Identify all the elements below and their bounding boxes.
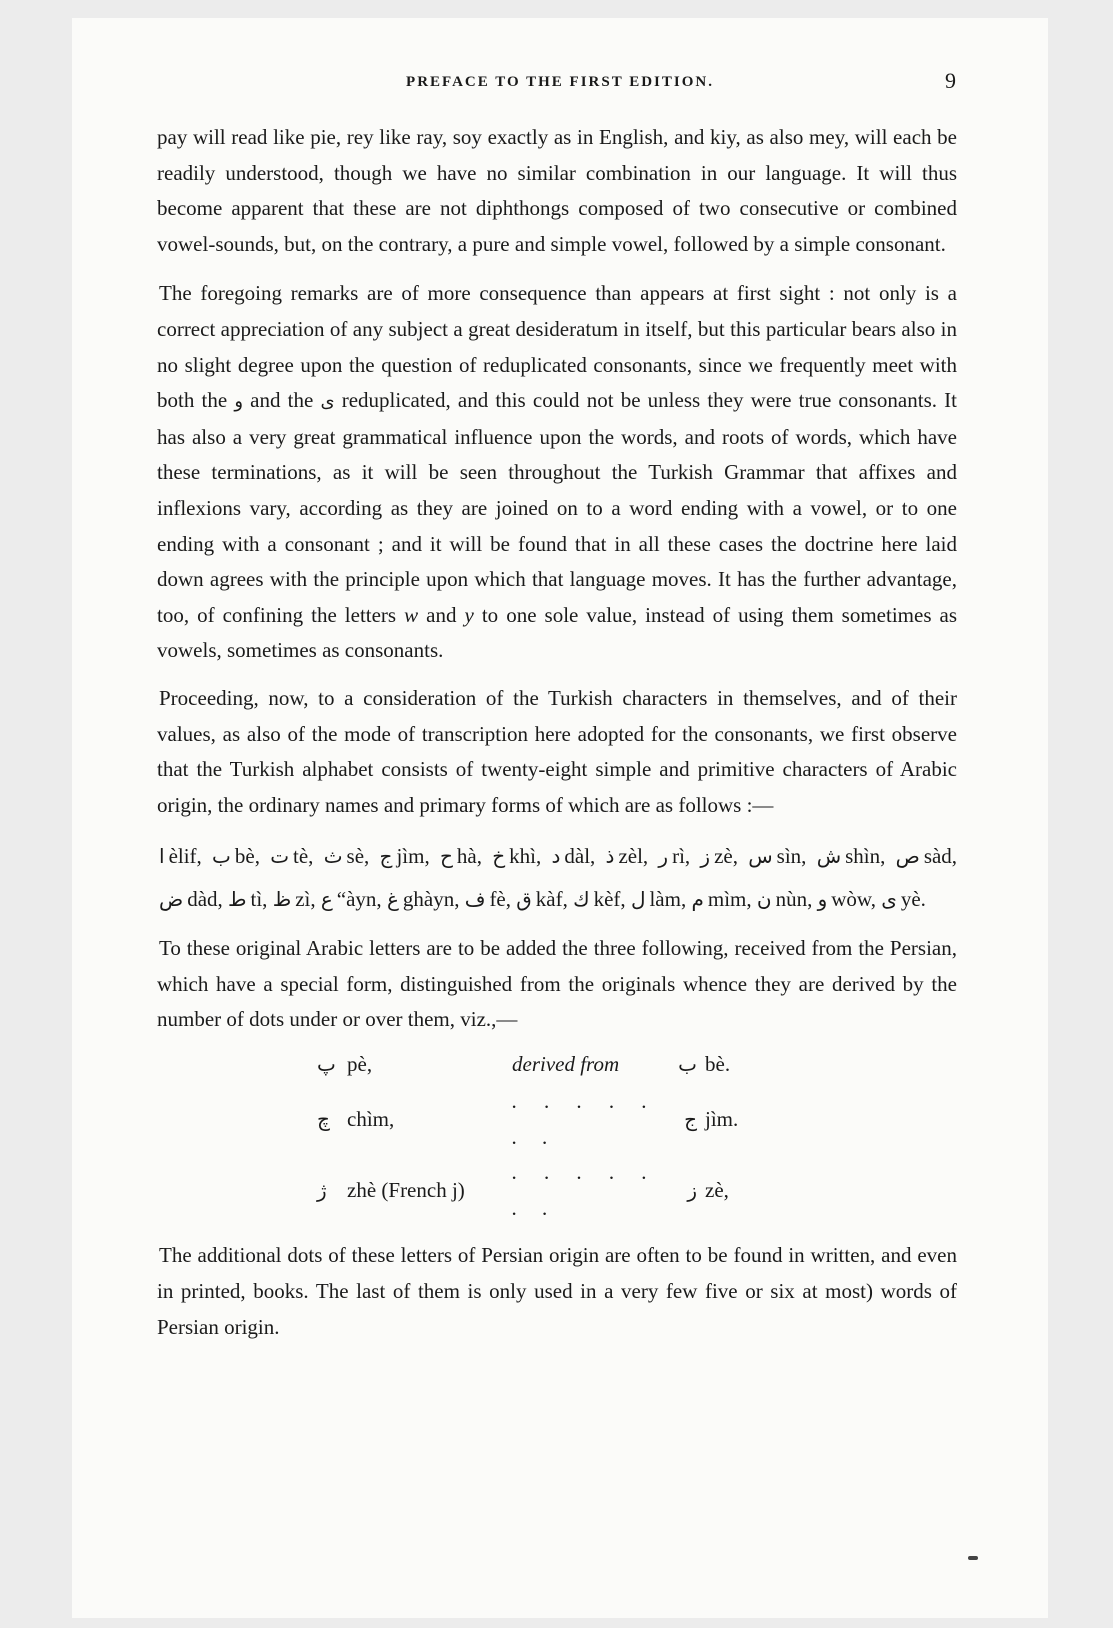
arabic-letter: ج <box>379 844 393 869</box>
page-header <box>72 68 1048 98</box>
arabic-letter: ت <box>270 844 290 869</box>
page-number: 9 <box>945 68 956 93</box>
body-text <box>157 120 957 1345</box>
letter-name: “àyn, <box>336 887 382 912</box>
persian-letter-row <box>317 1155 738 1226</box>
persian-letter: ژ <box>317 1178 327 1203</box>
arabic-letter: ز <box>700 844 711 869</box>
arabic-ye: ی <box>320 391 335 413</box>
source-letter: ب <box>678 1052 697 1077</box>
letter-name: dàl, <box>564 844 596 869</box>
arabic-letter: ن <box>756 887 772 912</box>
letter-name: sàd, <box>923 844 958 869</box>
arabic-letter: ف <box>464 887 486 912</box>
letter-name: hà, <box>456 844 482 869</box>
persian-letters-table <box>317 1046 738 1226</box>
paragraph-2-part-a: The foregoing remarks are of more consequence than appears at first sight : not only is a correct appreciation of any subject a great desideratum in itself, but this particular bears also in no slight degree upon the question of reduplicated consonants, since we frequently meet with both the <box>157 281 957 413</box>
letter-name: zèl, <box>618 844 649 869</box>
arabic-letter: ض <box>159 887 184 912</box>
letter-name: jìm, <box>396 844 430 869</box>
arabic-letter: ث <box>323 844 343 869</box>
letter-name: zì, <box>295 887 316 912</box>
letter-name: shìn, <box>845 844 886 869</box>
source-letter-name: zè, <box>705 1178 729 1203</box>
letter-name: kèf, <box>593 887 626 912</box>
source-letter: ج <box>684 1106 697 1131</box>
persian-letter-name: chìm, <box>347 1106 395 1131</box>
derivation-note: . . . . . . . <box>512 1089 657 1149</box>
paragraph-2-part-d: and <box>418 602 465 627</box>
persian-letter-row <box>317 1084 738 1155</box>
source-letter-name: jìm. <box>705 1106 739 1131</box>
letter-name: sìn, <box>776 844 807 869</box>
letter-name: rì, <box>672 844 691 869</box>
paragraph-4: To these original Arabic letters are to be added the three following, received from the Persian, which have a special form, distinguished from the originals whence they are derived by the number of dots under or over them, viz.,— <box>157 936 957 1032</box>
arabic-letter: خ <box>492 844 506 869</box>
persian-letter: چ <box>317 1106 330 1131</box>
letter-name: làm, <box>649 887 687 912</box>
arabic-letter: ر <box>658 844 669 869</box>
running-head: PREFACE TO THE FIRST EDITION. <box>406 74 714 90</box>
letter-name: wòw, <box>831 887 876 912</box>
arabic-letter: د <box>551 844 561 869</box>
letter-name: fè, <box>489 887 512 912</box>
letter-name: mìm, <box>707 887 752 912</box>
persian-letter: پ <box>317 1052 336 1077</box>
arabic-waw: و <box>234 391 244 413</box>
arabic-letter: ا <box>159 844 165 869</box>
letter-y: y <box>464 602 474 627</box>
arabic-alphabet-list <box>157 835 957 921</box>
arabic-letter: ظ <box>272 887 292 912</box>
letter-name: sè, <box>346 844 370 869</box>
arabic-letter: ش <box>816 844 842 869</box>
arabic-letter: ح <box>439 844 453 869</box>
letter-name: kàf, <box>535 887 568 912</box>
letter-name: nùn, <box>775 887 813 912</box>
arabic-letter: ك <box>573 887 590 912</box>
paragraph-2 <box>157 276 957 669</box>
paragraph-5: The additional dots of these letters of Persian origin are often to be found in written, and even in printed, books. The last of them is only used in a very few five or six at most) words of Persian origin. <box>157 1243 957 1339</box>
arabic-letter: ب <box>212 844 231 869</box>
source-letter-name: bè. <box>705 1052 731 1077</box>
arabic-letter: ط <box>228 887 247 912</box>
letter-name: bè, <box>234 844 260 869</box>
letter-name: khì, <box>509 844 542 869</box>
persian-letter-row <box>317 1046 738 1084</box>
paragraph-2-part-b: and the <box>243 388 321 413</box>
paragraph-2-part-e: to one sole value, instead of using them sometimes as vowels, sometimes as consonants. <box>157 602 958 663</box>
ink-smudge <box>968 1556 978 1560</box>
letter-name: dàd, <box>187 887 223 912</box>
source-letter: ز <box>687 1178 697 1203</box>
letter-name: ghàyn, <box>402 887 460 912</box>
arabic-letter: ی <box>881 887 897 912</box>
book-page <box>72 18 1048 1618</box>
persian-letter-name: zhè (French j) <box>347 1178 465 1203</box>
arabic-letter: ق <box>516 887 532 912</box>
letter-name: yè. <box>900 887 926 912</box>
arabic-letter: ص <box>895 844 920 869</box>
paragraph-2-part-c: reduplicated, and this could not be unless they were true consonants. It has also a very great grammatical influence upon the words, and roots of words, which have these terminations, as it will be seen throughout the Turkish Grammar that affixes and inflexions vary, according as they are joined on to a word ending with a vowel, or to one ending with a consonant ; and it will be found that in all these cases the doctrine here laid down agrees with the principle upon which that language moves. It has the further advantage, too, of confining the letters <box>157 388 957 627</box>
paragraph-3: Proceeding, now, to a consideration of the Turkish characters in themselves, and of their values, as also of the mode of transcription here adopted for the consonants, we first observe that the Turkish alphabet consists of twenty-eight simple and primitive characters of Arabic origin, the ordinary names and primary forms of which are as follows :— <box>157 685 957 817</box>
arabic-letter: غ <box>386 887 399 912</box>
arabic-letter: ل <box>630 887 646 912</box>
derivation-note: derived from <box>512 1052 620 1077</box>
arabic-letter: م <box>691 887 704 912</box>
letter-name: èlif, <box>168 844 202 869</box>
arabic-letter: ع <box>320 887 333 912</box>
derivation-note: . . . . . . . <box>512 1160 657 1220</box>
arabic-letter: و <box>817 887 828 912</box>
letter-w: w <box>404 602 419 627</box>
persian-letter-name: pè, <box>347 1052 373 1077</box>
letter-name: tì, <box>250 887 268 912</box>
letter-name: tè, <box>293 844 314 869</box>
arabic-letter: س <box>748 844 773 869</box>
paragraph-1: pay will read like pie, rey like ray, soy exactly as in English, and kiy, as also mey, will each be readily understood, though we have no similar combination in our language. It will thus become apparent that these are not diphthongs composed of two consecutive or combined vowel-sounds, but, on the contrary, a pure and simple vowel, followed by a simple consonant. <box>157 125 957 256</box>
letter-name: zè, <box>714 844 738 869</box>
arabic-letter: ذ <box>605 844 615 869</box>
